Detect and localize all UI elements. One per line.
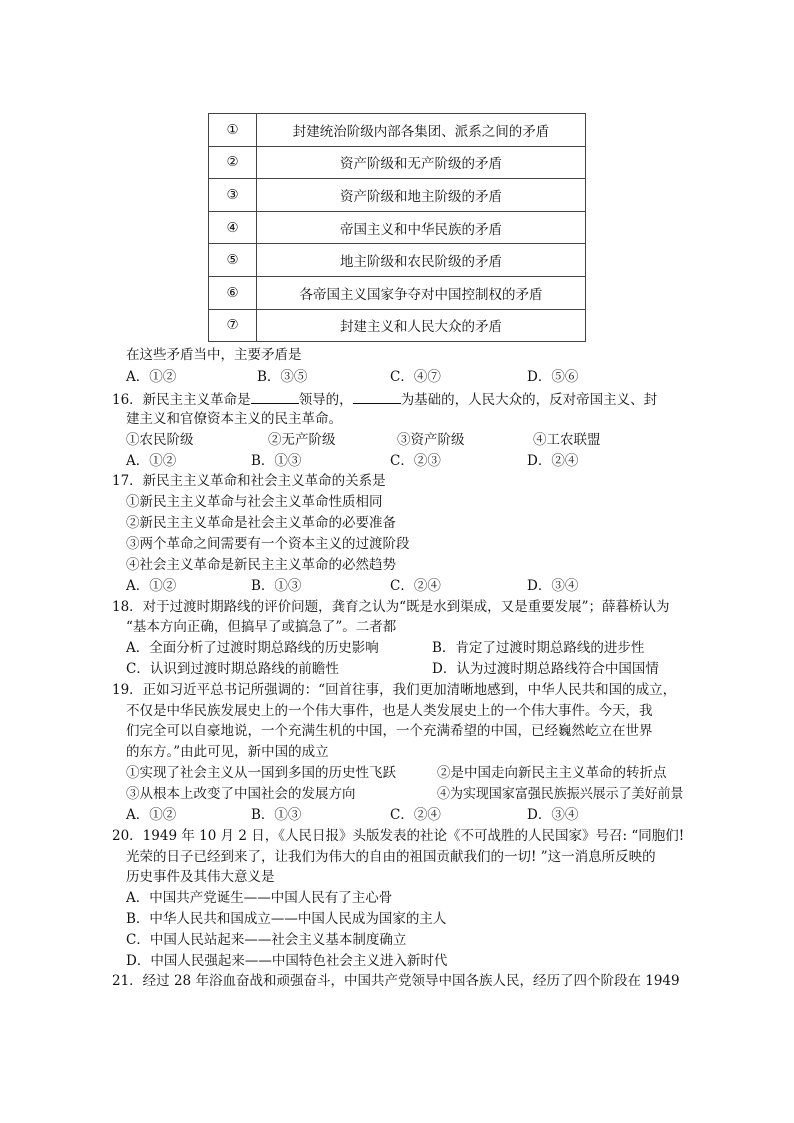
q16-option-a[interactable]: A．①②: [126, 453, 177, 469]
q20-stem-line2: 光荣的日子已经到来了，让我们为伟大的自由的祖国贡献我们的一切! ”这一消息所反映的: [126, 849, 656, 865]
q16-stem-part3: 为基础的，人民大众的，反对帝国主义、封: [400, 392, 658, 408]
q19-item-1: ①实现了社会主义从一国到多国的历史性飞跃: [126, 765, 396, 781]
q16-option-d[interactable]: D．②④: [527, 453, 579, 469]
answer-blank[interactable]: [353, 389, 401, 404]
row-number: ①: [209, 114, 257, 147]
row-number: ③: [209, 179, 257, 212]
table-row: [209, 179, 586, 212]
q18-option-d[interactable]: D．认为过渡时期总路线符合中国国情: [432, 661, 659, 677]
q21-stem-line1: 21．经过 28 年浴血奋战和顽强奋斗，中国共产党领导中国各族人民，经历了四个阶段在 1949: [112, 973, 680, 989]
q20-option-b[interactable]: B．中华人民共和国成立——中国人民成为国家的主人: [126, 911, 447, 927]
q16-option-b[interactable]: B．①③: [251, 453, 302, 469]
q18-stem-line2: “基本方向正确，但搞早了或搞急了”。二者都: [126, 619, 397, 635]
q19-item-3: ③从根本上改变了中国社会的发展方向: [126, 786, 356, 802]
q16-item-4: ④工农联盟: [533, 432, 601, 448]
q17-option-b[interactable]: B．①③: [251, 578, 302, 594]
q15-option-b[interactable]: B．③⑤: [257, 369, 308, 385]
q15-stem: 在这些矛盾当中，主要矛盾是: [126, 347, 302, 363]
row-text: 资产阶级和无产阶级的矛盾: [257, 146, 586, 179]
q19-stem-line1: 19．正如习近平总书记所强调的：“回首往事，我们更加清晰地感到，中华人民共和国的成立，: [112, 682, 677, 698]
q19-stem-line2: 不仅是中华民族发展史上的一个伟大事件，也是人类发展史上的一个伟大事件。今天，我: [126, 703, 653, 719]
q17-option-d[interactable]: D．③④: [527, 578, 579, 594]
q17-item-3: ③两个革命之间需要有一个资本主义的过渡阶段: [126, 536, 410, 552]
q16-option-c[interactable]: C．②③: [390, 453, 441, 469]
row-number: ②: [209, 146, 257, 179]
q19-stem-line4: 的东方。”由此可见，新中国的成立: [126, 744, 329, 760]
q19-stem-line3: 们完全可以自豪地说，一个充满生机的中国，一个充满希望的中国，已经巍然屹立在世界: [126, 723, 653, 739]
contradiction-table: [208, 113, 586, 342]
q16-item-2: ②无产阶级: [268, 432, 336, 448]
q17-item-1: ①新民主主义革命与社会主义革命性质相同: [126, 494, 383, 510]
q19-option-a[interactable]: A．①②: [126, 807, 177, 823]
q17-option-a[interactable]: A．①②: [126, 578, 177, 594]
q16-stem-line2: 建主义和官僚资本主义的民主革命。: [126, 411, 342, 427]
table-row: [209, 276, 586, 309]
q18-option-a[interactable]: A．全面分析了过渡时期总路线的历史影响: [126, 640, 379, 656]
q17-option-c[interactable]: C．②④: [390, 578, 441, 594]
row-text: 帝国主义和中华民族的矛盾: [257, 211, 586, 244]
row-text: 地主阶级和农民阶级的矛盾: [257, 244, 586, 277]
q17-stem: 17．新民主主义革命和社会主义革命的关系是: [112, 473, 386, 489]
q16-stem-part1: 16．新民主主义革命是: [112, 392, 251, 408]
q20-stem-line1: 20．1949 年 10 月 2 日，《人民日报》头版发表的社论《不可战胜的人民国家》号召: “同胞们!: [112, 828, 685, 844]
q16-stem-line1: [112, 389, 657, 410]
row-number: ⑤: [209, 244, 257, 277]
row-text: 资产阶级和地主阶级的矛盾: [257, 179, 586, 212]
q19-item-4: ④为实现国家富强民族振兴展示了美好前景: [437, 786, 684, 802]
q15-option-a[interactable]: A．①②: [126, 369, 177, 385]
row-text: 封建统治阶级内部各集团、派系之间的矛盾: [257, 114, 586, 147]
q15-option-c[interactable]: C．④⑦: [390, 369, 441, 385]
table-row: [209, 211, 586, 244]
row-number: ⑥: [209, 276, 257, 309]
q17-item-2: ②新民主主义革命是社会主义革命的必要准备: [126, 515, 396, 531]
q17-item-4: ④社会主义革命是新民主主义革命的必然趋势: [126, 557, 396, 573]
table-row: [209, 114, 586, 147]
q20-stem-line3: 历史事件及其伟大意义是: [126, 869, 275, 885]
q18-option-b[interactable]: B．肯定了过渡时期总路线的进步性: [432, 640, 645, 656]
q18-option-c[interactable]: C．认识到过渡时期总路线的前瞻性: [126, 661, 339, 677]
answer-blank[interactable]: [251, 389, 299, 404]
q19-option-b[interactable]: B．①③: [251, 807, 302, 823]
q19-item-2: ②是中国走向新民主主义革命的转折点: [437, 765, 667, 781]
row-text: 封建主义和人民大众的矛盾: [257, 309, 586, 342]
row-number: ④: [209, 211, 257, 244]
table-row: [209, 244, 586, 277]
q15-option-d[interactable]: D．⑤⑥: [527, 369, 579, 385]
q20-option-d[interactable]: D．中国人民强起来——中国特色社会主义进入新时代: [126, 953, 448, 969]
q18-stem-line1: 18．对于过渡时期路线的评价问题，龚育之认为“既是水到渠成，又是重要发展”；薛暮桥认为: [112, 599, 670, 615]
q16-item-1: ①农民阶级: [126, 432, 194, 448]
row-text: 各帝国主义国家争夺对中国控制权的矛盾: [257, 276, 586, 309]
q20-option-a[interactable]: A．中国共产党诞生——中国人民有了主心骨: [126, 890, 393, 906]
q20-option-c[interactable]: C．中国人民站起来——社会主义基本制度确立: [126, 932, 407, 948]
q16-stem-part2: 领导的，: [298, 392, 353, 408]
q19-option-c[interactable]: C．②④: [390, 807, 441, 823]
table-row: [209, 146, 586, 179]
q19-option-d[interactable]: D．③④: [527, 807, 579, 823]
table-row: [209, 309, 586, 342]
row-number: ⑦: [209, 309, 257, 342]
q16-item-3: ③资产阶级: [397, 432, 465, 448]
